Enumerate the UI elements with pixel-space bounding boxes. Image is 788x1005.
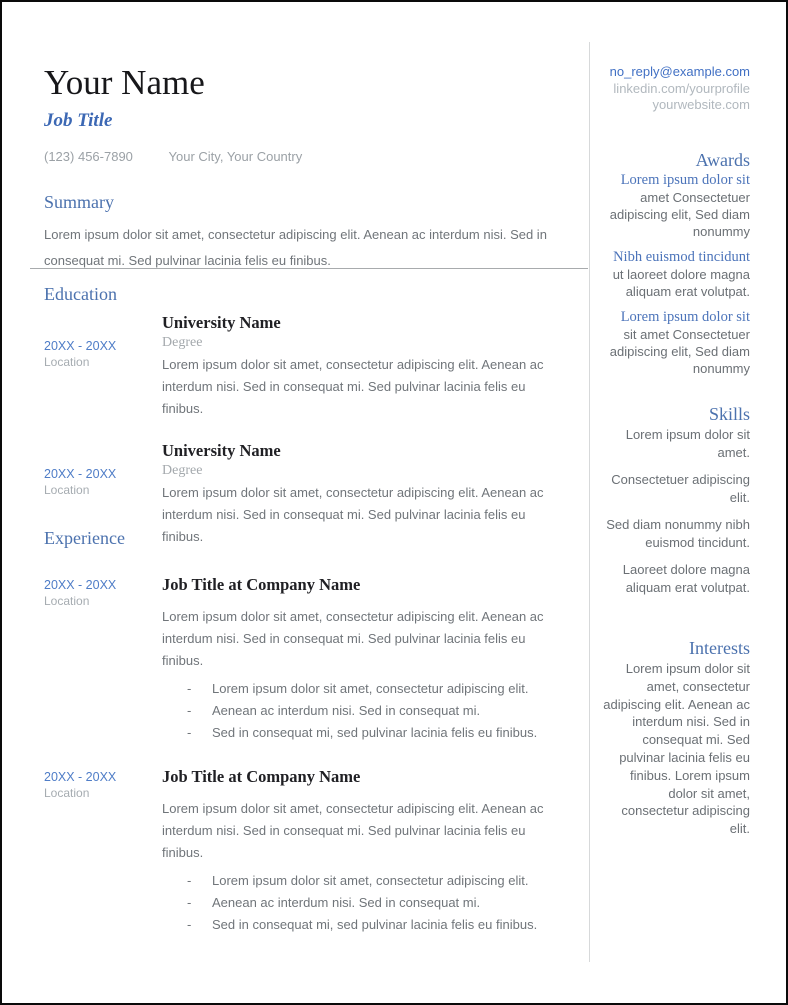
degree: Degree [162,335,203,350]
resume-header [44,62,589,164]
entry-meta [44,312,162,420]
education-description: Lorem ipsum dolor sit amet, consectetur adipiscing elit. Aenean ac interdum nisi. Sed in consequat mi. Sed pulvinar lacinia felis eu finibus. [162,485,544,544]
entry-location: Location [44,786,90,800]
sidebar-divider [589,42,590,962]
interests-section [602,636,750,838]
city-country: Your City, Your Country [168,149,303,164]
education-entry [44,312,589,420]
experience-bullets [162,678,562,744]
award-item [602,309,750,377]
entry-dates: 20XX - 20XX [44,467,117,481]
job-title: Job Title [44,110,113,131]
phone-number: (123) 456-7890 [44,149,133,164]
award-item [602,172,750,240]
bullet-item: - Sed in consequat mi, sed pulvinar lacinia felis eu finibus. [162,914,562,936]
award-item [602,249,750,300]
experience-description: Lorem ipsum dolor sit amet, consectetur adipiscing elit. Aenean ac interdum nisi. Sed in consequat mi. Sed pulvinar lacinia felis eu finibus. [162,801,544,860]
education-section [44,282,589,548]
summary-section [44,190,589,274]
education-description: Lorem ipsum dolor sit amet, consectetur adipiscing elit. Aenean ac interdum nisi. Sed in consequat mi. Sed pulvinar lacinia felis eu finibus. [162,357,544,416]
entry-body [162,574,562,744]
awards-section [602,148,750,377]
degree: Degree [162,463,203,478]
experience-heading: Experience [44,528,125,548]
university-name: University Name [162,441,281,460]
entry-location: Location [44,483,90,497]
bullet-item: - Lorem ipsum dolor sit amet, consectetur adipiscing elit. [162,870,562,892]
contact-row [44,149,589,164]
skill-item: Sed diam nonummy nibh euismod tincidunt. [606,517,750,550]
bullet-item: - Lorem ipsum dolor sit amet, consectetur adipiscing elit. [162,678,562,700]
skill-item: Laoreet dolore magna aliquam erat volutpat. [622,562,750,595]
website-link[interactable]: yourwebsite.com [652,97,750,112]
skill-item: Lorem ipsum dolor sit amet. [625,427,750,460]
entry-location: Location [44,355,90,369]
entry-dates: 20XX - 20XX [44,770,117,784]
education-heading: Education [44,284,117,304]
summary-text: Lorem ipsum dolor sit amet, consectetur adipiscing elit. Aenean ac interdum nisi. Sed in consequat mi. Sed pulvinar lacinia felis eu finibus. [44,227,547,268]
entry-meta [44,766,162,936]
bullet-item: - Aenean ac interdum nisi. Sed in consequat mi. [162,700,562,722]
award-description: ut laoreet dolore magna aliquam erat volutpat. [612,267,750,299]
bullet-item: - Aenean ac interdum nisi. Sed in consequat mi. [162,892,562,914]
experience-section [44,526,589,936]
experience-bullets [162,870,562,936]
person-name: Your Name [44,63,205,102]
contact-links [602,64,750,114]
entry-dates: 20XX - 20XX [44,339,117,353]
skill-item: Consectetuer adipiscing elit. [611,472,750,505]
award-title: Lorem ipsum dolor sit [620,172,750,188]
experience-entry [44,574,589,744]
interests-text: Lorem ipsum dolor sit amet, consectetur adipiscing elit. Aenean ac interdum nisi. Sed in consequat mi. Sed pulvinar lacinia felis eu finibus. Lorem ipsum dolor sit amet, consectetur adipiscing elit. [603,661,750,837]
skills-section [602,402,750,597]
job-company-title: Job Title at Company Name [162,575,361,594]
award-description: amet Consectetuer adipiscing elit, Sed diam nonummy [609,190,750,239]
entry-location: Location [44,594,90,608]
bullet-item: - Sed in consequat mi, sed pulvinar lacinia felis eu finibus. [162,722,562,744]
entry-body [162,312,562,420]
linkedin-link[interactable]: linkedin.com/yourprofile [613,80,750,96]
interests-heading: Interests [689,638,750,658]
award-description: sit amet Consectetuer adipiscing elit, Sed diam nonummy [609,327,750,376]
university-name: University Name [162,313,281,332]
award-title: Nibh euismod tincidunt [613,249,750,265]
skills-heading: Skills [708,404,750,424]
email-link[interactable]: no_reply@example.com [609,64,750,79]
summary-heading: Summary [44,192,114,212]
experience-entry [44,766,589,936]
job-company-title: Job Title at Company Name [162,767,361,786]
entry-body [162,766,562,936]
entry-meta [44,574,162,744]
experience-description: Lorem ipsum dolor sit amet, consectetur adipiscing elit. Aenean ac interdum nisi. Sed in consequat mi. Sed pulvinar lacinia felis eu finibus. [162,609,544,668]
award-title: Lorem ipsum dolor sit [620,309,750,325]
entry-dates: 20XX - 20XX [44,578,117,592]
awards-heading: Awards [695,150,750,170]
